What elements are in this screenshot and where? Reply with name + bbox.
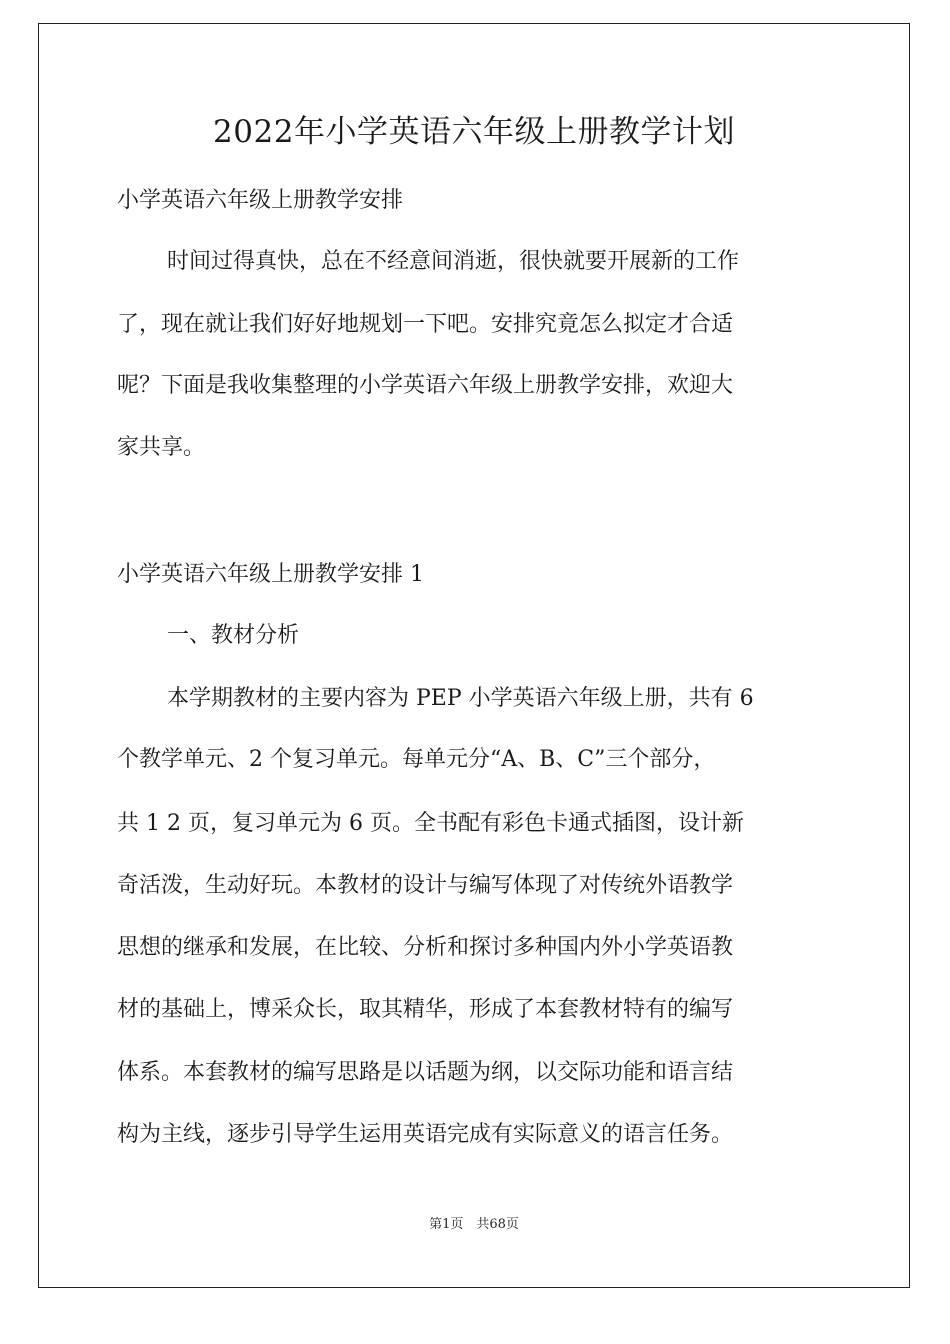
paragraph-line: 家共享。 bbox=[117, 435, 206, 460]
paragraph-line: 共 1 2 页，复习单元为 6 页。全书配有彩色卡通式插图，设计新 bbox=[117, 811, 744, 836]
document-page bbox=[38, 23, 910, 1288]
subsection-heading: 一、教材分析 bbox=[167, 623, 300, 648]
paragraph-line: 了，现在就让我们好好地规划一下吧。安排究竟怎么拟定才合适 bbox=[117, 312, 734, 337]
paragraph-line: 本学期教材的主要内容为 PEP 小学英语六年级上册，共有 6 bbox=[167, 686, 754, 711]
paragraph-line: 构为主线，逐步引导学生运用英语完成有实际意义的语言任务。 bbox=[117, 1122, 734, 1147]
page-title: 2022年小学英语六年级上册教学计划 bbox=[213, 114, 735, 150]
page-footer: 第1页 共68页 bbox=[429, 1217, 519, 1232]
paragraph-line: 思想的继承和发展，在比较、分析和探讨多种国内外小学英语教 bbox=[117, 935, 734, 960]
paragraph-line: 个教学单元、2 个复习单元。每单元分“A、B、C”三个部分， bbox=[117, 747, 716, 772]
paragraph-line: 时间过得真快，总在不经意间消逝，很快就要开展新的工作 bbox=[167, 249, 740, 274]
paragraph-line: 呢？下面是我收集整理的小学英语六年级上册教学安排，欢迎大 bbox=[117, 373, 734, 398]
paragraph-line: 材的基础上，博采众长，取其精华，形成了本套教材特有的编写 bbox=[117, 997, 734, 1022]
section-heading: 小学英语六年级上册教学安排 1 bbox=[117, 562, 424, 587]
paragraph-line: 奇活泼，生动好玩。本教材的设计与编写体现了对传统外语教学 bbox=[117, 873, 734, 898]
paragraph-line: 体系。本套教材的编写思路是以话题为纲，以交际功能和语言结 bbox=[117, 1060, 734, 1085]
intro-heading: 小学英语六年级上册教学安排 bbox=[117, 188, 404, 213]
